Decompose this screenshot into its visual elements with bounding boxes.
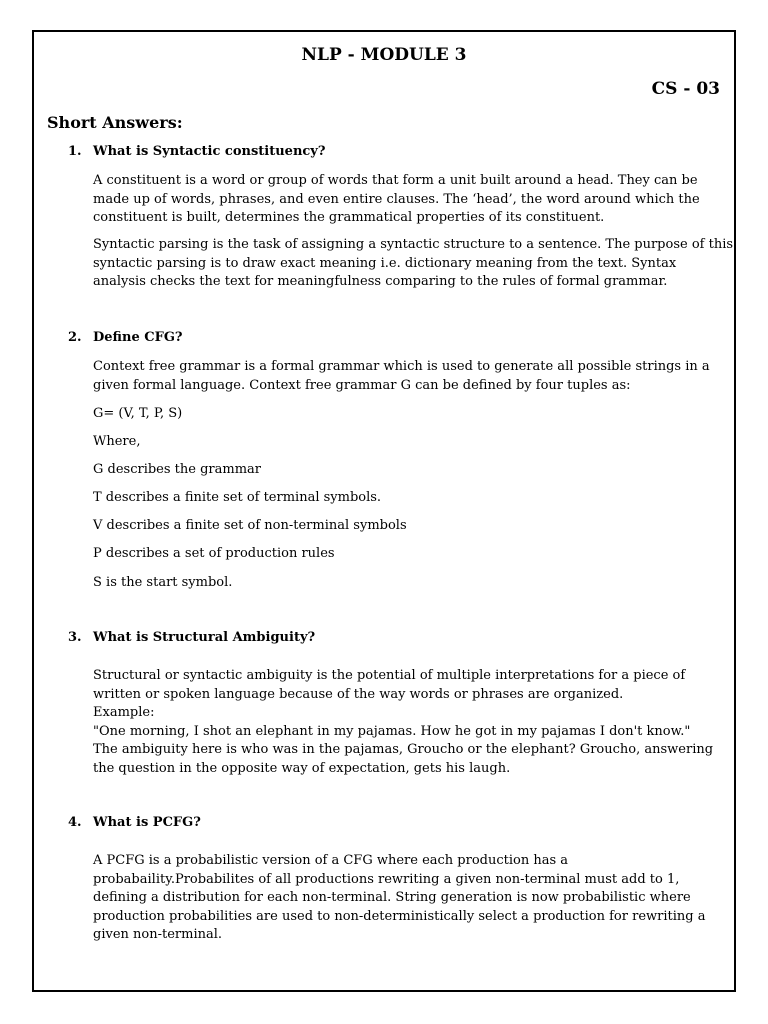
question-2-line-where: [93, 433, 727, 452]
question-2-line-p: [93, 545, 727, 564]
text-line: Structural or syntactic ambiguity is the potential of multiple interpretations for a piece of: [93, 668, 686, 683]
text-line: Example:: [93, 705, 155, 720]
question-2-line-g: [93, 461, 727, 480]
text-line: A PCFG is a probabilistic version of a CFG where each production has a: [93, 853, 569, 868]
text-line: Where,: [93, 434, 141, 449]
text-line: probabaility.Probabilites of all productions rewriting a given non-terminal must add to 1,: [93, 871, 680, 887]
question-1-paragraph-2: [93, 236, 734, 292]
question-1-paragraph-1: [93, 172, 727, 228]
question-2-paragraph-1: [93, 358, 727, 395]
text-line: T describes a finite set of terminal symbols.: [93, 490, 382, 505]
text-line: the question in the opposite way of expectation, gets his laugh.: [93, 760, 511, 776]
text-line: S is the start symbol.: [93, 575, 233, 590]
question-number: 3.: [68, 630, 82, 645]
text-line: made up of words, phrases, and even entire clauses. The ‘head’, the word around which the: [93, 191, 700, 207]
question-2-line-tuple: [93, 405, 727, 424]
question-text: What is PCFG?: [93, 815, 201, 830]
text-line: production probabilities are used to non-deterministically select a production for rewriting a: [93, 908, 706, 924]
text-line: given formal language. Context free grammar G can be defined by four tuples as:: [93, 377, 631, 393]
text-line: G= (V, T, P, S): [93, 406, 183, 421]
question-1-heading: [68, 144, 325, 159]
question-4-paragraph: [93, 852, 727, 945]
text-line: syntactic parsing is to draw exact meaning i.e. dictionary meaning from the text. Syntax: [93, 255, 677, 271]
question-number: 4.: [68, 815, 82, 830]
question-3-heading: [68, 630, 315, 645]
question-2-line-v: [93, 517, 727, 536]
text-line: P describes a set of production rules: [93, 546, 335, 561]
page-title: NLP - MODULE 3: [301, 45, 467, 65]
question-text: What is Structural Ambiguity?: [93, 630, 316, 645]
course-code: CS - 03: [651, 79, 720, 99]
text-line: The ambiguity here is who was in the pajamas, Groucho or the elephant? Groucho, answering: [93, 742, 714, 757]
question-4-heading: [68, 815, 201, 830]
text-line: written or spoken language because of the way words or phrases are organized.: [93, 686, 624, 702]
section-title: Short Answers:: [47, 113, 183, 132]
text-line: A constituent is a word or group of words that form a unit built around a head. They can be: [93, 173, 698, 188]
question-2-line-t: [93, 489, 727, 508]
question-2-line-s: [93, 574, 727, 593]
text-line: "One morning, I shot an elephant in my pajamas. How he got in my pajamas I don't know.": [93, 723, 691, 739]
question-number: 1.: [68, 144, 82, 159]
text-line: G describes the grammar: [93, 462, 262, 477]
question-2-heading: [68, 330, 183, 345]
text-line: constituent is built, determines the grammatical properties of its constituent.: [93, 210, 605, 225]
question-number: 2.: [68, 330, 82, 345]
text-line: given non-terminal.: [93, 927, 223, 942]
text-line: Syntactic parsing is the task of assigning a syntactic structure to a sentence. The purpose of this: [93, 237, 734, 252]
text-line: defining a distribution for each non-terminal. String generation is now probabilistic where: [93, 890, 691, 905]
question-text: What is Syntactic constituency?: [93, 144, 326, 159]
text-line: V describes a finite set of non-terminal symbols: [93, 518, 407, 533]
text-line: analysis checks the text for meaningfulness comparing to the rules of formal grammar.: [93, 274, 668, 289]
text-line: Context free grammar is a formal grammar which is used to generate all possible strings in a: [93, 359, 710, 374]
question-3-paragraph: [93, 667, 727, 778]
question-text: Define CFG?: [93, 330, 183, 345]
